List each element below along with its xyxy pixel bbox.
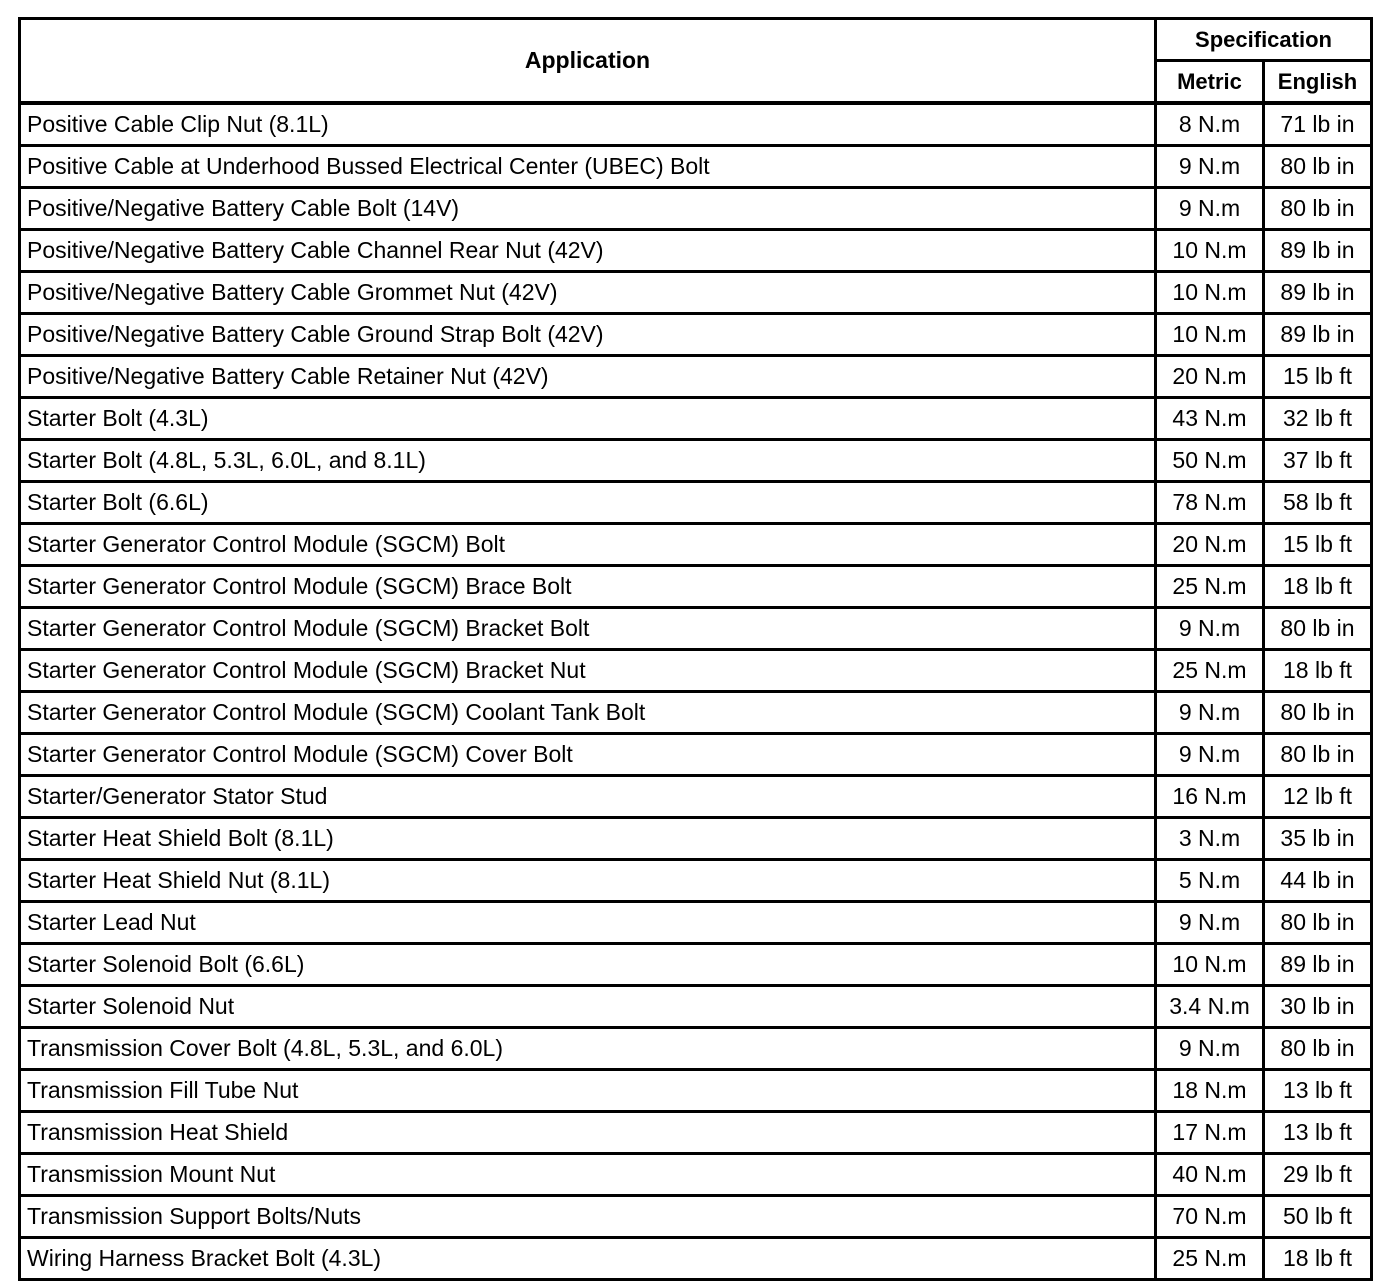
metric-cell: 5 N.m	[1156, 860, 1264, 902]
metric-cell: 17 N.m	[1156, 1112, 1264, 1154]
metric-cell: 10 N.m	[1156, 944, 1264, 986]
application-cell: Positive Cable Clip Nut (8.1L)	[20, 103, 1156, 146]
table-row	[20, 482, 1372, 524]
application-cell: Starter Bolt (4.3L)	[20, 398, 1156, 440]
application-cell: Positive/Negative Battery Cable Bolt (14V)	[20, 188, 1156, 230]
application-cell: Starter Generator Control Module (SGCM) Brace Bolt	[20, 566, 1156, 608]
application-cell: Wiring Harness Bracket Bolt (4.3L)	[20, 1238, 1156, 1280]
application-cell: Starter Generator Control Module (SGCM) Bracket Bolt	[20, 608, 1156, 650]
table-row	[20, 1196, 1372, 1238]
fastener-tightening-spec-table	[18, 17, 1373, 1281]
metric-cell: 25 N.m	[1156, 650, 1264, 692]
table-row	[20, 440, 1372, 482]
metric-cell: 9 N.m	[1156, 692, 1264, 734]
table-row	[20, 776, 1372, 818]
table-row	[20, 188, 1372, 230]
english-cell: 89 lb in	[1264, 272, 1372, 314]
english-cell: 35 lb in	[1264, 818, 1372, 860]
metric-cell: 16 N.m	[1156, 776, 1264, 818]
metric-cell: 20 N.m	[1156, 356, 1264, 398]
metric-column-header: Metric	[1156, 61, 1264, 104]
english-cell: 80 lb in	[1264, 692, 1372, 734]
application-cell: Starter Lead Nut	[20, 902, 1156, 944]
table-row	[20, 314, 1372, 356]
table-row	[20, 650, 1372, 692]
table-row	[20, 230, 1372, 272]
table-header	[20, 19, 1372, 104]
english-cell: 89 lb in	[1264, 230, 1372, 272]
application-cell: Starter Bolt (6.6L)	[20, 482, 1156, 524]
application-cell: Positive/Negative Battery Cable Ground Strap Bolt (42V)	[20, 314, 1156, 356]
application-cell: Positive Cable at Underhood Bussed Electrical Center (UBEC) Bolt	[20, 146, 1156, 188]
table-row	[20, 986, 1372, 1028]
table-row	[20, 1028, 1372, 1070]
english-cell: 80 lb in	[1264, 902, 1372, 944]
table-row	[20, 566, 1372, 608]
table-row	[20, 103, 1372, 146]
table-row	[20, 146, 1372, 188]
application-cell: Transmission Cover Bolt (4.8L, 5.3L, and 6.0L)	[20, 1028, 1156, 1070]
metric-cell: 25 N.m	[1156, 566, 1264, 608]
metric-cell: 10 N.m	[1156, 314, 1264, 356]
english-cell: 37 lb ft	[1264, 440, 1372, 482]
table-row	[20, 734, 1372, 776]
english-cell: 58 lb ft	[1264, 482, 1372, 524]
application-cell: Starter Heat Shield Bolt (8.1L)	[20, 818, 1156, 860]
metric-cell: 40 N.m	[1156, 1154, 1264, 1196]
metric-cell: 50 N.m	[1156, 440, 1264, 482]
english-cell: 89 lb in	[1264, 314, 1372, 356]
application-cell: Positive/Negative Battery Cable Channel Rear Nut (42V)	[20, 230, 1156, 272]
table-row	[20, 1238, 1372, 1280]
table-row	[20, 1154, 1372, 1196]
table-row	[20, 860, 1372, 902]
application-cell: Starter Solenoid Bolt (6.6L)	[20, 944, 1156, 986]
table-row	[20, 692, 1372, 734]
english-cell: 30 lb in	[1264, 986, 1372, 1028]
english-cell: 13 lb ft	[1264, 1112, 1372, 1154]
application-cell: Positive/Negative Battery Cable Retainer Nut (42V)	[20, 356, 1156, 398]
metric-cell: 70 N.m	[1156, 1196, 1264, 1238]
metric-cell: 10 N.m	[1156, 230, 1264, 272]
application-cell: Starter Generator Control Module (SGCM) Bolt	[20, 524, 1156, 566]
table-row	[20, 1070, 1372, 1112]
metric-cell: 9 N.m	[1156, 608, 1264, 650]
english-cell: 18 lb ft	[1264, 1238, 1372, 1280]
english-cell: 18 lb ft	[1264, 650, 1372, 692]
table-row	[20, 608, 1372, 650]
english-cell: 18 lb ft	[1264, 566, 1372, 608]
english-cell: 80 lb in	[1264, 608, 1372, 650]
application-column-header: Application	[20, 19, 1156, 104]
english-cell: 89 lb in	[1264, 944, 1372, 986]
table-body	[20, 103, 1372, 1280]
english-cell: 80 lb in	[1264, 188, 1372, 230]
english-cell: 71 lb in	[1264, 103, 1372, 146]
table-row	[20, 818, 1372, 860]
english-cell: 12 lb ft	[1264, 776, 1372, 818]
english-cell: 15 lb ft	[1264, 356, 1372, 398]
english-cell: 44 lb in	[1264, 860, 1372, 902]
application-cell: Starter Heat Shield Nut (8.1L)	[20, 860, 1156, 902]
application-cell: Starter Generator Control Module (SGCM) Cover Bolt	[20, 734, 1156, 776]
metric-cell: 10 N.m	[1156, 272, 1264, 314]
english-cell: 29 lb ft	[1264, 1154, 1372, 1196]
metric-cell: 43 N.m	[1156, 398, 1264, 440]
application-cell: Positive/Negative Battery Cable Grommet Nut (42V)	[20, 272, 1156, 314]
table-row	[20, 524, 1372, 566]
application-cell: Starter Solenoid Nut	[20, 986, 1156, 1028]
metric-cell: 9 N.m	[1156, 188, 1264, 230]
metric-cell: 20 N.m	[1156, 524, 1264, 566]
application-cell: Transmission Mount Nut	[20, 1154, 1156, 1196]
english-cell: 13 lb ft	[1264, 1070, 1372, 1112]
table-row	[20, 356, 1372, 398]
metric-cell: 3.4 N.m	[1156, 986, 1264, 1028]
metric-cell: 25 N.m	[1156, 1238, 1264, 1280]
application-cell: Transmission Support Bolts/Nuts	[20, 1196, 1156, 1238]
application-cell: Transmission Heat Shield	[20, 1112, 1156, 1154]
table-row	[20, 1112, 1372, 1154]
table-row	[20, 272, 1372, 314]
metric-cell: 9 N.m	[1156, 1028, 1264, 1070]
metric-cell: 9 N.m	[1156, 902, 1264, 944]
application-cell: Starter Bolt (4.8L, 5.3L, 6.0L, and 8.1L)	[20, 440, 1156, 482]
application-cell: Starter Generator Control Module (SGCM) Coolant Tank Bolt	[20, 692, 1156, 734]
specification-column-header: Specification	[1156, 19, 1372, 61]
english-cell: 80 lb in	[1264, 146, 1372, 188]
english-cell: 32 lb ft	[1264, 398, 1372, 440]
metric-cell: 78 N.m	[1156, 482, 1264, 524]
metric-cell: 3 N.m	[1156, 818, 1264, 860]
english-cell: 50 lb ft	[1264, 1196, 1372, 1238]
table-row	[20, 398, 1372, 440]
english-cell: 80 lb in	[1264, 1028, 1372, 1070]
table-row	[20, 944, 1372, 986]
metric-cell: 18 N.m	[1156, 1070, 1264, 1112]
english-column-header: English	[1264, 61, 1372, 104]
metric-cell: 9 N.m	[1156, 734, 1264, 776]
application-cell: Starter/Generator Stator Stud	[20, 776, 1156, 818]
application-cell: Transmission Fill Tube Nut	[20, 1070, 1156, 1112]
metric-cell: 8 N.m	[1156, 103, 1264, 146]
metric-cell: 9 N.m	[1156, 146, 1264, 188]
table-row	[20, 902, 1372, 944]
english-cell: 80 lb in	[1264, 734, 1372, 776]
english-cell: 15 lb ft	[1264, 524, 1372, 566]
header-row-top	[20, 19, 1372, 61]
application-cell: Starter Generator Control Module (SGCM) Bracket Nut	[20, 650, 1156, 692]
